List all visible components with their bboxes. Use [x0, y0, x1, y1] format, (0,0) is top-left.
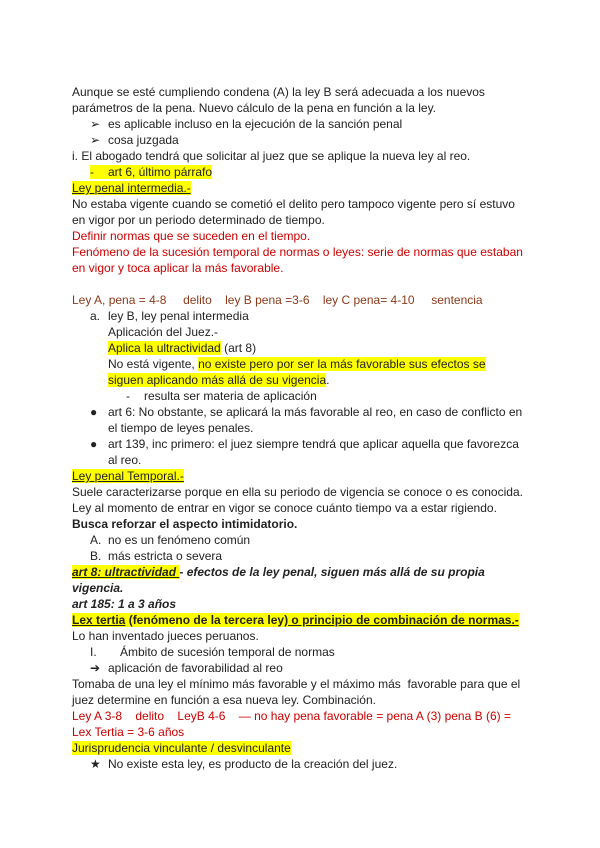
no-vigente-line-2: siguen aplicando más allá de su vigencia.	[108, 373, 330, 387]
star-item: ★ No existe esta ley, es producto de la creación del juez.	[90, 757, 398, 771]
intro-line-1: Aunque se esté cumpliendo condena (A) la ley B será adecuada a los nuevos	[72, 85, 485, 99]
tertia-text-3: juez determine en función a esa nueva ley. Combinación.	[72, 693, 376, 707]
roman-item-I: I. Ámbito de sucesión temporal de normas	[90, 645, 335, 659]
jurisprudencia-line: Jurisprudencia vinculante / desvinculante	[72, 741, 291, 755]
bullet-art-139: ● art 139, inc primero: el juez siempre tendrá que aplicar aquella que favorezca	[90, 437, 519, 451]
no-vigente-line-1: No está vigente, no existe pero por ser la más favorable sus efectos se	[108, 357, 486, 371]
tertia-text-1: Lo han inventado jueces peruanos.	[72, 629, 259, 643]
dash-item: - art 6, último párrafo	[90, 165, 213, 179]
arrow-item: ➢ es aplicable incluso en la ejecución de la sanción penal	[90, 117, 403, 131]
art-185-line: art 185: 1 a 3 años	[72, 597, 177, 611]
list-item-A: A. no es un fenómeno común	[90, 533, 251, 547]
aplicacion-juez: Aplicación del Juez.-	[108, 325, 219, 339]
temporal-bold: Busca reforzar el aspecto intimidatorio.	[72, 517, 298, 531]
dash-bullet: -	[90, 165, 94, 179]
arrow-item: ➢ cosa juzgada	[90, 133, 179, 147]
dash-bullet: -	[126, 389, 130, 403]
list-item-B: B. más estricta o severa	[90, 549, 223, 563]
intro-line-2: parámetros de la pena. Nuevo cálculo de la pena en función a la ley.	[72, 101, 437, 115]
dash-item: - resulta ser materia de aplicación	[126, 389, 317, 403]
intermedia-text-2: en vigor por un periodo determinado de tiempo.	[72, 213, 325, 227]
arrow-bullet-icon: ➢	[90, 133, 101, 147]
intermedia-red-3: en vigor y toca aplicar la más favorable.	[72, 261, 284, 275]
list-item-a: a. ley B, ley penal intermedia	[90, 309, 249, 323]
art-8-line-2: vigencia.	[72, 581, 124, 595]
intermedia-red-1: Definir normas que se suceden en el tiempo.	[72, 229, 311, 243]
bullet-art-139-cont: al reo.	[108, 453, 142, 467]
heading-ley-intermedia: Ley penal intermedia.-	[72, 181, 191, 195]
heading-lex-tertia: Lex tertia (fenómeno de la tercera ley) o principio de combinación de normas.-	[72, 613, 519, 627]
arrow-item: ➔ aplicación de favorabilidad al reo	[90, 661, 283, 675]
arrow-right-icon: ➔	[90, 661, 101, 675]
intermedia-red-2: Fenómeno de la sucesión temporal de normas o leyes: serie de normas que estaban	[72, 245, 523, 259]
heading-ley-temporal: Ley penal Temporal.-	[72, 469, 184, 483]
tertia-red-1: Ley A 3-8 delito LeyB 4-6 — no hay pena favorable = pena A (3) pena B (6) =	[72, 709, 511, 723]
art-8-line: art 8: ultractividad - efectos de la ley penal, siguen más allá de su propia	[72, 565, 485, 579]
arrow-bullet-icon: ➢	[90, 117, 101, 131]
temporal-text-1: Suele caracterizarse porque en ella su periodo de vigencia se conoce o es conocida.	[72, 485, 523, 499]
ultractividad-line: Aplica la ultractividad (art 8)	[108, 341, 257, 355]
item-i: i. El abogado tendrá que solicitar al juez que se aplique la nueva ley al reo.	[72, 149, 471, 163]
dot-bullet-icon: ●	[90, 437, 98, 451]
example-laws-line: Ley A, pena = 4-8 delito ley B pena =3-6 ley C pena= 4-10 sentencia	[72, 293, 483, 307]
intermedia-text-1: No estaba vigente cuando se cometió el delito pero tampoco vigente pero sí estuvo	[72, 197, 515, 211]
star-bullet-icon: ★	[90, 757, 101, 771]
bullet-art-6: ● art 6: No obstante, se aplicará la más favorable al reo, en caso de conflicto en	[90, 405, 523, 419]
tertia-red-2: Lex Tertia = 3-6 años	[72, 725, 185, 739]
document-page	[72, 84, 532, 772]
bullet-art-6-cont: el tiempo de leyes penales.	[108, 421, 254, 435]
temporal-text-2: Ley al momento de entrar en vigor se conoce cuánto tiempo va a estar rigiendo.	[72, 501, 497, 515]
dot-bullet-icon: ●	[90, 405, 98, 419]
tertia-text-2: Tomaba de una ley el mínimo más favorable y el máximo más favorable para que el	[72, 677, 521, 691]
